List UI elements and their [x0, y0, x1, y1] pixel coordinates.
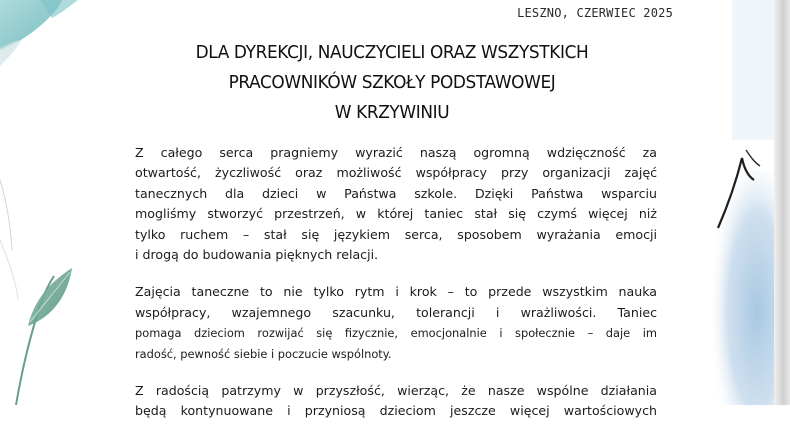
heading-line: DLA DYREKCJI, NAUCZYCIELI ORAZ WSZYSTKICH	[195, 42, 589, 63]
heading-line: PRACOWNIKÓW SZKOŁY PODSTAWOWEJ	[228, 72, 556, 93]
text-line: i drogą do budowania pięknych relacji.	[135, 247, 379, 263]
text-line: będą kontynuowane i przyniosą dzieciom jeszcze więcej wartościowych	[135, 403, 657, 419]
text-line: radość, pewność siebie i poczucie wspólnoty.	[135, 346, 392, 361]
text-line: tylko ruchem – stał się językiem serca, sposobem wyrażania emocji	[135, 226, 657, 242]
text-line: współpracy, wzajemnego szacunku, tolerancji i wrażliwości. Taniec	[135, 304, 657, 320]
text-line: pomaga dzieciom rozwijać się fizycznie, emocjonalnie i społecznie – daje im	[135, 326, 657, 341]
text-line: mogliśmy stworzyć przestrzeń, w której taniec stał się czymś więcej niż	[135, 206, 657, 222]
place-and-date: LESZNO, CZERWIEC 2025	[517, 6, 673, 20]
text-line: Zajęcia taneczne to nie tylko rytm i krok – to przede wszystkim nauka	[135, 284, 657, 300]
letter-body	[135, 143, 657, 439]
text-line: otwartość, życzliwość oraz możliwość współpracy przy organizacji zajęć	[135, 165, 657, 181]
text-line: tanecznych dla dzieci w Państwa szkole. Dzięki Państwa wsparciu	[135, 185, 657, 201]
paragraph-dance-value	[135, 282, 657, 364]
paragraph-gratitude	[135, 143, 657, 265]
text-line: Z całego serca pragniemy wyrazić naszą ogromną wdzięczność za	[135, 145, 657, 160]
text-line: Z radością patrzymy w przyszłość, wierząc, że nasze wspólne działania	[135, 383, 657, 399]
letter-heading	[148, 38, 637, 128]
paragraph-future	[135, 381, 657, 422]
watercolor-brushstroke-icon	[688, 0, 778, 405]
page-edge-shadow	[774, 0, 790, 405]
heading-line: W KRZYWINIU	[334, 102, 450, 123]
watercolor-leaf-icon	[0, 0, 92, 405]
